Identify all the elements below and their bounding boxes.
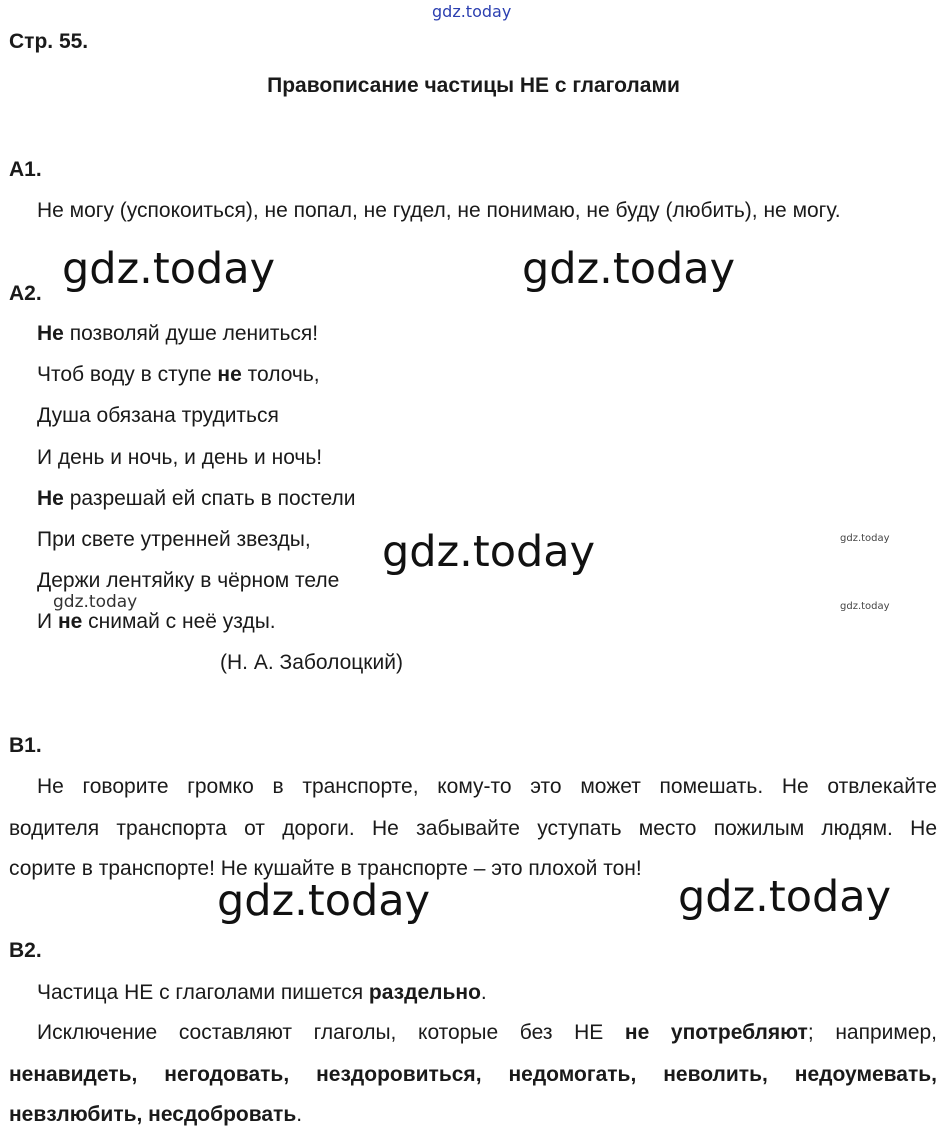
poem-line: Душа обязана трудиться bbox=[37, 404, 279, 427]
page-number: Стр. 55. bbox=[9, 30, 89, 53]
poem-line: Не разрешай ей спать в постели bbox=[37, 487, 356, 510]
poem-line: При свете утренней звезды, bbox=[37, 528, 311, 551]
page-title: Правописание частицы НЕ с глаголами bbox=[267, 74, 680, 97]
b2-verbs-line: невзлюбить, несдобровать. bbox=[9, 1103, 303, 1126]
watermark: gdz.today bbox=[62, 244, 276, 294]
poem-line: Не позволяй душе лениться! bbox=[37, 322, 319, 345]
b2-exception: Исключение составляют глаголы, которые без НЕ не употребляют; например, bbox=[37, 1021, 938, 1044]
a1-answer: Не могу (успокоиться), не попал, не гудел, не понимаю, не буду (любить), не могу. bbox=[37, 199, 841, 222]
b2-rule: Частица НЕ с глаголами пишется раздельно. bbox=[37, 981, 487, 1004]
watermark: gdz.today bbox=[217, 876, 431, 926]
section-label-b1: В1. bbox=[9, 734, 42, 757]
watermark: gdz.today bbox=[522, 244, 736, 294]
watermark: gdz.today bbox=[382, 527, 596, 577]
section-label-a2: А2. bbox=[9, 282, 42, 305]
poem-line: Чтоб воду в ступе не толочь, bbox=[37, 363, 320, 386]
watermark: gdz.today bbox=[678, 872, 892, 922]
poem-line: Держи лентяйку в чёрном теле bbox=[37, 569, 340, 592]
b1-line: Не говорите громко в транспорте, кому-то это может помешать. Не отвлекайте bbox=[37, 775, 937, 798]
watermark-small: gdz.today bbox=[840, 601, 890, 612]
poem-line: И не снимай с неё узды. bbox=[37, 610, 276, 633]
watermark-small: gdz.today bbox=[53, 592, 138, 612]
section-label-a1: А1. bbox=[9, 158, 42, 181]
b2-verbs-line: ненавидеть, негодовать, нездоровиться, недомогать, неволить, недоумевать, bbox=[9, 1063, 937, 1086]
b1-line: сорите в транспорте! Не кушайте в транспорте – это плохой тон! bbox=[9, 857, 642, 880]
section-label-b2: В2. bbox=[9, 939, 42, 962]
b1-line: водителя транспорта от дороги. Не забывайте уступать место пожилым людям. Не bbox=[9, 817, 937, 840]
watermark-top: gdz.today bbox=[432, 2, 512, 21]
watermark-small: gdz.today bbox=[840, 533, 890, 544]
poem-line: И день и ночь, и день и ночь! bbox=[37, 446, 323, 469]
poem-author: (Н. А. Заболоцкий) bbox=[220, 651, 403, 674]
